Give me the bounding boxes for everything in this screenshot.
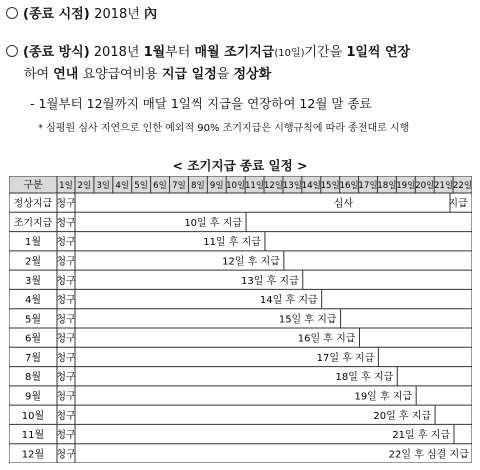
period-text: 22일 후 심결 지급 [388,449,469,461]
text-seg: 1일씩 연장 [346,45,411,60]
period-text: 13일 후 지급 [241,275,299,287]
pay-text: 지급 [448,198,468,210]
day-header: 21일 [434,181,454,191]
text-seg: 요양급여비용 [78,67,162,82]
day-header: 5일 [134,181,149,191]
day-header: 4일 [115,181,130,191]
text-seg: 1월 [143,45,166,60]
claim-cell: 청구 [56,410,76,422]
period-text: 14일 후 지급 [259,295,318,307]
row-label: 10월 [21,410,45,422]
period-text: 18일 후 지급 [335,372,394,384]
table-caption: < 조기지급 종료 일정 > [172,158,308,173]
period-text: 15일 후 지급 [278,314,337,326]
end-method-label: (종료 방식) [23,45,90,60]
text-seg: 을 [216,67,234,82]
text-seg: 지급 일정 [162,67,217,82]
claim-cell: 청구 [56,449,76,461]
text-seg: 2018년 [89,45,144,60]
row-label: 1월 [24,237,42,249]
schedule-grid [9,176,472,463]
text-seg: (10일) [274,48,305,59]
end-timing-label: (종료 시점) [23,7,95,22]
period-text: 11일 후 지급 [203,237,261,249]
claim-cell: 청구 [56,314,76,326]
item-end-method [6,44,410,62]
claim-cell: 청구 [56,295,76,307]
row-label: 3월 [24,275,42,287]
circle-bullet-icon [6,45,18,57]
period-text: 17일 후 지급 [316,352,375,364]
day-header: 19일 [396,181,416,191]
claim-cell: 청구 [56,275,76,287]
claim-cell: 청구 [56,198,76,210]
text-seg: 기간을 [304,45,347,60]
day-header: 10일 [226,181,246,191]
row-label: 5월 [24,314,42,326]
claim-cell: 청구 [56,372,76,384]
day-header: 18일 [377,181,397,191]
period-text: 19일 후 지급 [354,391,413,403]
note-line: * 심평원 심사 지연으로 인한 예외적 90% 조기지급은 시행규칙에 따라 종전대로 시행 [38,123,410,134]
day-header: 7일 [172,181,186,191]
day-header: 6일 [153,181,167,191]
day-header: 16일 [339,181,359,191]
text-seg: 부터 [165,45,195,60]
day-header: 8일 [190,181,205,191]
item-end-method-line2 [24,66,271,83]
period-text: 10일 후 지급 [184,217,243,229]
circle-bullet-icon [6,7,18,19]
period-text: 21일 후 지급 [392,430,450,442]
day-header: 12일 [263,181,284,191]
row-label: 2월 [24,256,42,268]
day-header: 9일 [209,181,224,191]
text-seg: 하여 [24,67,54,82]
row-label: 12월 [21,449,45,461]
day-header: 2일 [77,181,92,191]
claim-cell: 청구 [56,256,76,268]
row-label: 8월 [24,372,42,384]
claim-cell: 청구 [56,237,76,249]
day-header: 3일 [96,181,111,191]
end-timing-year: 2018년 [94,7,144,22]
text-seg: 매월 조기지급 [194,45,275,60]
claim-cell: 청구 [56,217,76,229]
row-label: 정상지급 [13,198,53,210]
schedule-table [9,176,472,463]
day-header: 15일 [320,181,340,191]
day-header: 20일 [415,181,435,191]
row-label: 9월 [24,391,42,403]
claim-cell: 청구 [56,391,76,403]
claim-cell: 청구 [56,430,76,442]
day-header: 14일 [301,181,321,191]
row-label: 4월 [24,295,42,307]
text-seg: 정상화 [233,67,272,82]
day-header: 13일 [282,181,303,191]
day-header: 17일 [358,181,378,191]
dash-line: - 1월부터 12월까지 매달 1일씩 지급을 연장하여 12월 말 종료 [30,96,372,111]
day-header: 11일 [244,181,265,191]
row-label: 7월 [24,352,42,364]
row-label: 6월 [24,333,42,345]
end-timing-hanja: 內 [143,7,157,22]
day-header: 22일 [452,181,472,191]
item-end-timing [6,6,157,23]
review-text: 심사 [333,198,354,210]
day-header: 1일 [59,181,73,191]
claim-cell: 청구 [56,333,76,345]
period-text: 12일 후 지급 [222,256,280,268]
period-text: 16일 후 지급 [297,333,356,345]
row-label: 조기지급 [13,217,53,229]
text-seg: 연내 [53,67,79,82]
period-text: 20일 후 지급 [373,410,432,422]
row-label: 11월 [21,430,45,442]
header-label: 구분 [23,180,43,191]
claim-cell: 청구 [56,352,76,364]
